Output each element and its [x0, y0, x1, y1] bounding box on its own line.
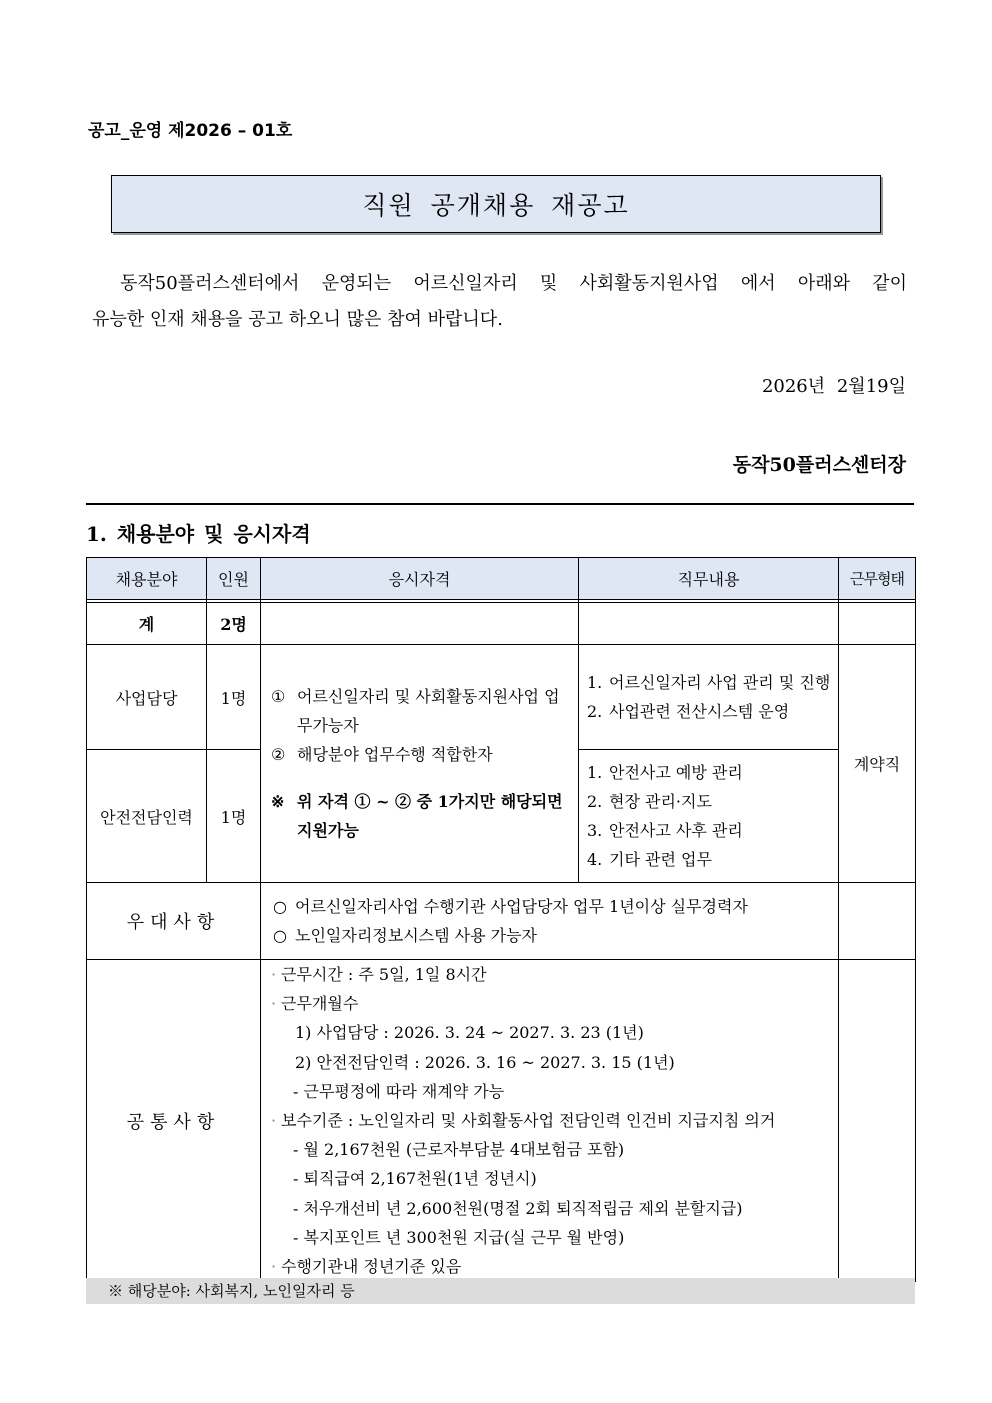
common-months-2: 2) 안전전담인력 : 2026. 3. 16 ~ 2027. 3. 15 (1년) — [295, 1052, 675, 1072]
common-pay-4: - 복지포인트 년 300천원 지급(실 근무 월 반영) — [293, 1227, 625, 1247]
preference-row — [87, 883, 916, 960]
common-cell — [261, 960, 839, 1282]
header-employment-type: 근무형태 — [839, 558, 916, 600]
table-row — [87, 645, 916, 750]
total-count: 2명 — [207, 603, 261, 645]
common-hours: · 근무시간 : 주 5일, 1일 8시간 — [271, 965, 487, 984]
common-retire: · 수행기관내 정년기준 있음 — [271, 1257, 462, 1277]
list-item: 4. 기타 관련 업무 — [587, 850, 712, 869]
recruitment-table — [86, 557, 916, 1282]
list-item: ○ 노인일자리정보시스템 사용 가능자 — [273, 926, 538, 945]
duties-business — [579, 645, 839, 750]
intro-paragraph — [92, 266, 907, 338]
preference-label: 우대사항 — [87, 883, 261, 960]
count-safety: 1명 — [207, 750, 261, 883]
notice-number: 공고_운영 제2026 – 01호 — [88, 121, 293, 141]
common-row — [87, 960, 916, 1282]
preference-cell — [261, 883, 839, 960]
page-title: 직원 공개채용 재공고 — [111, 175, 881, 233]
qualification-note: ※ 위 자격 ① ~ ② 중 1가지만 해당되면 지원가능 — [271, 792, 563, 840]
list-item: 2. 현장 관리·지도 — [587, 792, 712, 811]
common-pay-3: - 처우개선비 년 2,600천원(명절 2회 퇴직적립금 제외 분할지급) — [293, 1198, 743, 1218]
qualification-item: ① 어르신일자리 및 사회활동지원사업 업무가능자 — [271, 687, 560, 735]
divider — [86, 503, 914, 505]
qualification-cell — [261, 645, 579, 883]
list-item: 3. 안전사고 사후 관리 — [587, 821, 743, 840]
common-label: 공통사항 — [87, 960, 261, 1282]
intro-line-2: 유능한 인재 채용을 공고 하오니 많은 참여 바랍니다. — [92, 309, 503, 330]
notice-date: 2026년 2월19일 — [761, 376, 906, 397]
header-count: 인원 — [207, 558, 261, 600]
common-pay-title: · 보수기준 : 노인일자리 및 사회활동사업 전담인력 인건비 지급지침 의거 — [271, 1111, 776, 1131]
common-months-1: 1) 사업담당 : 2026. 3. 24 ~ 2027. 3. 23 (1년) — [295, 1023, 644, 1043]
intro-line-1: 동작50플러스센터에서 운영되는 어르신일자리 및 사회활동지원사업 에서 아래와 같이 — [120, 273, 907, 294]
table-header-row — [87, 558, 916, 600]
list-item: 2. 사업관련 전산시스템 운영 — [587, 702, 790, 721]
header-duties: 직무내용 — [579, 558, 839, 600]
list-item: ○ 어르신일자리사업 수행기관 사업담당자 업무 1년이상 실무경력자 — [273, 897, 748, 916]
list-item: 1. 안전사고 예방 관리 — [587, 763, 743, 782]
count-business: 1명 — [207, 645, 261, 750]
footnote: ※ 해당분야: 사회복지, 노인일자리 등 — [86, 1278, 915, 1304]
section-title: 1. 채용분야 및 응시자격 — [86, 522, 311, 546]
signer: 동작50플러스센터장 — [732, 454, 906, 476]
common-pay-1: - 월 2,167천원 (근로자부담분 4대보험금 포함) — [293, 1140, 625, 1160]
field-safety: 안전전담인력 — [87, 750, 207, 883]
employment-type: 계약직 — [839, 645, 916, 883]
common-months-title: · 근무개월수 — [271, 994, 359, 1014]
field-business: 사업담당 — [87, 645, 207, 750]
header-field: 채용분야 — [87, 558, 207, 600]
common-pay-2: - 퇴직급여 2,167천원(1년 정년시) — [293, 1169, 537, 1189]
common-months-3: - 근무평정에 따라 재계약 가능 — [293, 1081, 505, 1101]
qualification-item: ② 해당분야 업무수행 적합한자 — [271, 745, 493, 764]
duties-safety — [579, 750, 839, 883]
header-qualification: 응시자격 — [261, 558, 579, 600]
total-label: 계 — [87, 603, 207, 645]
total-row — [87, 603, 916, 645]
list-item: 1. 어르신일자리 사업 관리 및 진행 — [587, 673, 831, 692]
